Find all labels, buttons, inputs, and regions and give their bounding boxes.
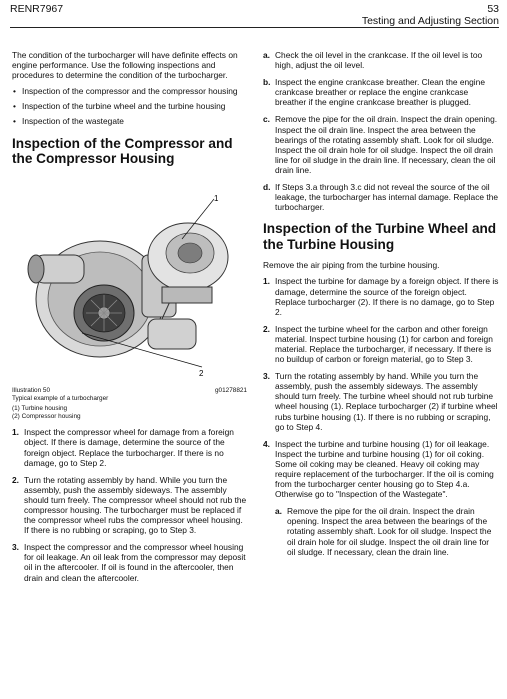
step-item bbox=[263, 439, 499, 500]
turbocharger-drawing bbox=[12, 187, 247, 383]
substep-item bbox=[263, 182, 499, 212]
step-number: 3. bbox=[263, 371, 270, 382]
substep-letter: a. bbox=[275, 506, 282, 517]
step-number: 2. bbox=[12, 474, 19, 485]
step-text: Turn the rotating assembly by hand. While you turn the assembly, push the assembly sideways. The assembly should turn freely. The turbine wheel should not rub turbine wheel housing (1). Replace turbocharger (2) if turbine wheel rubs turbine housing (1). If there is no rubbing or scraping, go to Step 4. bbox=[275, 371, 498, 432]
substep-letter: b. bbox=[263, 77, 271, 88]
figure-caption bbox=[12, 395, 247, 421]
step-text: Inspect the turbine for damage by a foreign object. If there is damage, determine the source of the foreign object. Replace turbocharger (2). If there is no damage, go to Step 2. bbox=[275, 276, 499, 317]
illustration-number: Illustration 50 bbox=[12, 386, 51, 394]
callout-1: 1 bbox=[214, 193, 219, 203]
substep-item bbox=[275, 506, 499, 556]
section-title: Testing and Adjusting Section bbox=[361, 15, 499, 27]
caption-text: Typical example of a turbocharger bbox=[12, 394, 109, 402]
substep-letter: d. bbox=[263, 182, 271, 193]
substep-letter: a. bbox=[263, 50, 270, 60]
header-divider bbox=[10, 27, 499, 28]
substep-letter: c. bbox=[263, 114, 270, 125]
step-text: Inspect the turbine wheel for the carbon and other foreign material. Inspect turbine housing (1) for carbon and foreign material. Replace the turbocharger, if necessary. If there is no buildup of carbon or foreign material, go to Step 3. bbox=[275, 323, 493, 365]
oil-leak-substeps bbox=[263, 50, 499, 212]
figure-label-row bbox=[12, 387, 247, 395]
turbine-intro: Remove the air piping from the turbine housing. bbox=[263, 260, 440, 271]
list-item: • Inspection of the compressor and the compressor housing bbox=[12, 86, 247, 96]
page-header bbox=[362, 3, 499, 27]
step-number: 2. bbox=[263, 323, 270, 334]
step-item bbox=[263, 371, 499, 432]
page-number: 53 bbox=[487, 3, 499, 15]
inspection-list bbox=[12, 86, 247, 126]
step-text: Turn the rotating assembly by hand. While you turn the assembly, push the assembly sideways. The assembly should turn freely. The compressor wheel should not rub the compressor housing. The turbocharger must be replaced if the compressor wheel rubs the compressor wheel housing. If there is no rubbing or scraping, go to Step 3. bbox=[24, 474, 247, 536]
intro-paragraph: The condition of the turbocharger will have definite effects on engine performance. Use the following inspections and procedures to determine the condition of the turbocharger. bbox=[12, 50, 238, 81]
substep-text: Check the oil level in the crankcase. If the oil level is too high, adjust the oil level. bbox=[275, 50, 483, 71]
step-item bbox=[12, 475, 247, 536]
step-item bbox=[12, 542, 247, 582]
step-text: Inspect the turbine and turbine housing (1) for oil leakage. Inspect the turbine and turbine housing (1) for oil coking. Some oil coking may be cleaned. Heavy oil coking may require replacement of the turbocharger. If the oil is coming from the turbocharger center housing go to Step 4.a. Otherwise go to "Inspection of the Wastegate". bbox=[275, 438, 494, 500]
step-number: 3. bbox=[12, 542, 19, 553]
illustration-code: g01278821 bbox=[215, 386, 247, 394]
compressor-heading: Inspection of the Compressor and the Compressor Housing bbox=[12, 135, 233, 167]
step-number: 4. bbox=[263, 438, 270, 449]
document-id: RENR7967 bbox=[10, 3, 64, 15]
list-item: • Inspection of the turbine wheel and the turbine housing bbox=[12, 101, 247, 111]
step-number: 1. bbox=[12, 427, 19, 438]
substep-text: If Steps 3.a through 3.c did not reveal the source of the oil leakage, the turbocharger has internal damage. Replace the turbocharger. bbox=[275, 182, 499, 213]
turbocharger-illustration bbox=[12, 187, 247, 383]
step-item bbox=[263, 324, 499, 364]
substep-text: Remove the pipe for the oil drain. Inspect the drain opening. Inspect the area between the bearings of the rotating assembly shaft. Look for oil sludge. Inspect the oil drain hole for oil sludge. Inspect the oil drain line for oil sludge. If necessary, clean the drain line. bbox=[287, 506, 492, 557]
substep-item bbox=[263, 50, 499, 70]
compressor-steps bbox=[12, 427, 247, 582]
step-text: Inspect the compressor wheel for damage from a foreign object. If there is damage, determine the source of the foreign object. Replace the turbocharger. If there is no damage, go to Step 2. bbox=[24, 427, 234, 468]
list-item: • Inspection of the wastegate bbox=[12, 116, 247, 126]
step-text: Inspect the compressor and the compressor wheel housing for oil leakage. An oil leak from the compressor may deposit oil in the aftercooler. If oil is found in the aftercooler, then drain and clean the aftercooler. bbox=[24, 542, 246, 583]
substep-text: Inspect the engine crankcase breather. Clean the engine crankcase breather or replace the engine crankcase breather if the engine crankcase breather is plugged. bbox=[275, 77, 485, 108]
substep-text: Remove the pipe for the oil drain. Inspect the drain opening. Inspect the oil drain line. Inspect the area between the bearings of the rotating assembly shaft. Look for oil sludge. Inspect the oil drain hole for oil sludge. Inspect the oil drain line for oil sludge in the drain line. If necessary, clean the oil drain line. bbox=[275, 114, 498, 175]
turbine-oil-substeps bbox=[275, 506, 499, 556]
callout-2: 2 bbox=[199, 368, 204, 378]
step-item bbox=[12, 427, 247, 467]
step-number: 1. bbox=[263, 276, 270, 287]
right-column bbox=[263, 50, 499, 564]
substep-item bbox=[263, 114, 499, 175]
left-column bbox=[12, 50, 247, 590]
legend-compressor-housing: (2) Compressor housing bbox=[12, 412, 81, 420]
turbine-heading: Inspection of the Turbine Wheel and the Turbine Housing bbox=[263, 221, 497, 252]
step-item bbox=[263, 276, 499, 316]
substep-item bbox=[263, 77, 499, 107]
legend-turbine-housing: (1) Turbine housing bbox=[12, 405, 68, 413]
turbine-steps bbox=[263, 276, 499, 499]
